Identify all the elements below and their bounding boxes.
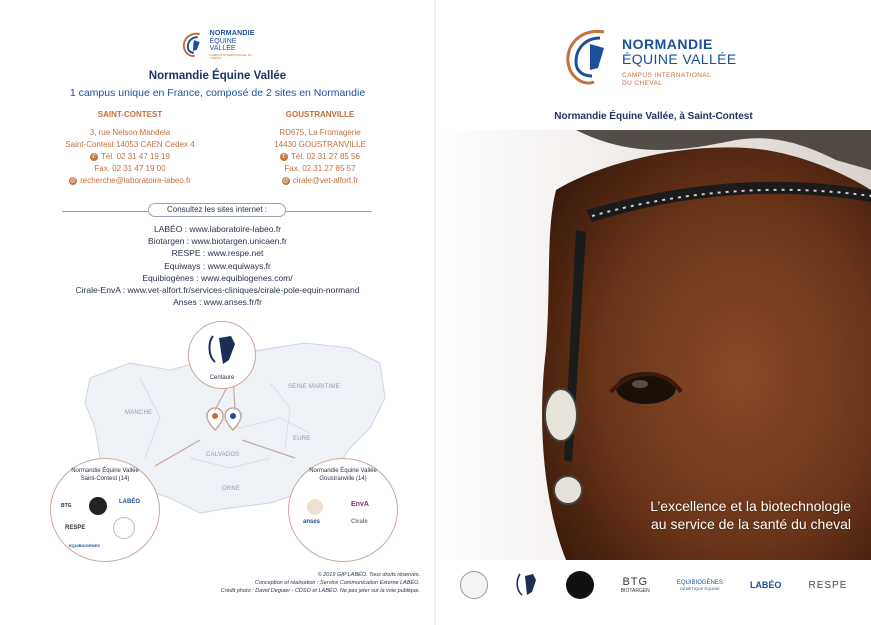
equibiogenes-logo-icon: EQUIBIOGÈNES — [676, 579, 723, 586]
site-name: GOUSTRANVILLE — [285, 110, 355, 119]
logo-line3a: CAMPUS INTERNATIONAL — [622, 72, 712, 79]
tagline — [650, 497, 851, 533]
email-icon: @ — [282, 178, 289, 184]
logo-line3 — [622, 72, 711, 88]
unicaen-logo-icon — [89, 497, 107, 515]
logo-line1: NORMANDIE — [209, 30, 255, 37]
partner-respe — [809, 580, 848, 591]
logo-line1: NORMANDIE — [622, 36, 713, 52]
cover-panel — [436, 0, 871, 625]
respe-logo-icon: RESPE — [65, 525, 86, 531]
site-address1: 3, rue Nelson Mandela — [89, 128, 171, 137]
site-address2: 14430 GOUSTRANVILLE — [274, 140, 366, 149]
left-title: Normandie Équine Vallée — [148, 70, 287, 82]
site-fax: Fax. 02 31 27 85 57 — [284, 164, 356, 173]
links-list — [0, 223, 435, 308]
logo-line2: ÉQUINE VALLÉE — [209, 38, 237, 52]
consult-divider — [62, 205, 372, 217]
unicaen-logo-icon — [566, 571, 594, 599]
partner-equiways — [460, 571, 488, 599]
credit-line: Conception et réalisation : Service Communication Externe LABÉO. — [254, 580, 420, 586]
site-tel: Tél. 02 31 27 85 56 — [291, 152, 360, 161]
partner-unicaen — [566, 571, 594, 599]
normandy-map — [50, 318, 400, 568]
logo-line3b: DU CHEVAL — [622, 80, 663, 87]
site-a-bubble — [50, 458, 160, 562]
btg-logo-icon: BTG — [622, 576, 649, 588]
respe-logo-icon: RESPE — [808, 579, 848, 591]
site-b-bubble — [288, 458, 398, 562]
tagline-line2: au service de la santé du cheval — [650, 516, 851, 532]
site-saint-contest — [40, 109, 220, 187]
link-labeo[interactable]: LABÉO : www.laboratoire-labeo.fr — [153, 224, 282, 234]
site-fax: Fax. 02 31 47 19 00 — [94, 164, 166, 173]
anses-logo-icon: anses — [303, 519, 321, 525]
nev-logo-small — [180, 28, 264, 62]
site-address2: Saint-Contest 14053 CAEN Cedex 4 — [65, 140, 195, 149]
enva-logo-icon: EnvA — [351, 501, 369, 508]
equiways-logo-icon — [113, 517, 135, 539]
site-tel: Tél. 02 31 47 19 19 — [101, 152, 170, 161]
consult-label: Consultez les sites internet : — [148, 203, 286, 217]
credit-line: Crédit photo : David Deguier - CDSO et LABÉO. Ne pas jeter sur la voie publique. — [220, 588, 420, 594]
site-goustranville — [230, 109, 410, 187]
partner-centaure — [515, 570, 539, 600]
horse-logo-icon — [560, 26, 620, 90]
equibiogenes-sub: GÉNÉTIQUE ÉQUINE — [679, 585, 720, 591]
region-label: EURE — [293, 436, 311, 442]
horse-photo — [436, 130, 871, 560]
partner-btg — [621, 576, 650, 594]
partners-bar — [436, 560, 871, 610]
tagline-line1: L’excellence et la biotechnologie — [650, 498, 851, 514]
link-equiways[interactable]: Equiways : www.equiways.fr — [164, 260, 271, 271]
labeo-logo-icon: LABÉO — [119, 499, 140, 505]
phone-icon: ✆ — [281, 154, 287, 160]
credits — [140, 571, 420, 595]
link-cirale[interactable]: Cirale-EnvA : www.vet-alfort.fr/services-cliniques/cirale-pole-equin-normand — [75, 285, 360, 296]
btg-sub: BIOTARGEN — [620, 588, 650, 594]
site-email[interactable]: cirale@vet-alfort.fr — [292, 176, 359, 185]
left-subtitle: 1 campus unique en France, composé de 2 sites en Normandie — [69, 87, 366, 99]
centaure-label: Centaure — [209, 375, 235, 381]
credit-line: © 2019 GIP LABÉO. Tous droits réservés. — [317, 572, 420, 578]
region-label: MANCHE — [125, 410, 153, 416]
equibiogenes-logo-icon: EQUIBIOGÈNES — [69, 543, 100, 548]
email-icon: @ — [70, 178, 77, 184]
horse-logo-icon — [180, 30, 206, 60]
labeo-logo-icon: LABÉO — [749, 580, 782, 590]
equiways-logo-icon — [460, 571, 488, 599]
site-a-caption: Normandie Équine Vallée Saint-Contest (14) — [71, 468, 139, 482]
btg-logo-icon: BTG — [61, 503, 72, 509]
region-label: ORNE — [222, 486, 241, 492]
site-email[interactable]: recherche@laboratoire-labeo.fr — [80, 176, 191, 185]
logo-line3: CAMPUS INTERNATIONAL DU CHEVAL — [209, 53, 253, 60]
horse-head-icon — [515, 570, 539, 600]
nev-logo-large — [560, 26, 740, 96]
link-anses[interactable]: Anses : www.anses.fr/fr — [173, 297, 262, 308]
link-equibiogenes[interactable]: Equibiogènes : www.equibiogenes.com/ — [142, 272, 293, 283]
phone-icon: ✆ — [91, 154, 97, 160]
cirale-logo-icon: Cirale — [351, 519, 368, 525]
partner-equibiogenes — [677, 580, 723, 591]
site-address1: RD675, La Fromagerie — [279, 128, 361, 137]
partner-labeo — [750, 580, 782, 590]
horse-head-icon — [205, 330, 241, 370]
link-biotargen[interactable]: Biotargen : www.biotargen.unicaen.fr — [148, 236, 287, 247]
centaure-bubble — [188, 321, 256, 389]
back-panel — [0, 0, 435, 625]
site-name: SAINT-CONTEST — [97, 110, 163, 119]
region-label: CALVADOS — [206, 452, 240, 458]
link-respe[interactable]: RESPE : www.respe.net — [171, 248, 264, 259]
cover-title: Normandie Équine Vallée, à Saint-Contest — [554, 111, 753, 122]
region-label: SEINE MARITIME — [288, 384, 340, 390]
site-b-caption: Normandie Équine Vallée Goustranville (14) — [309, 468, 377, 482]
horse-photo-image — [436, 130, 871, 560]
logo-line2: ÉQUINE VALLÉE — [622, 51, 737, 67]
anses-emblem-icon — [307, 499, 323, 515]
